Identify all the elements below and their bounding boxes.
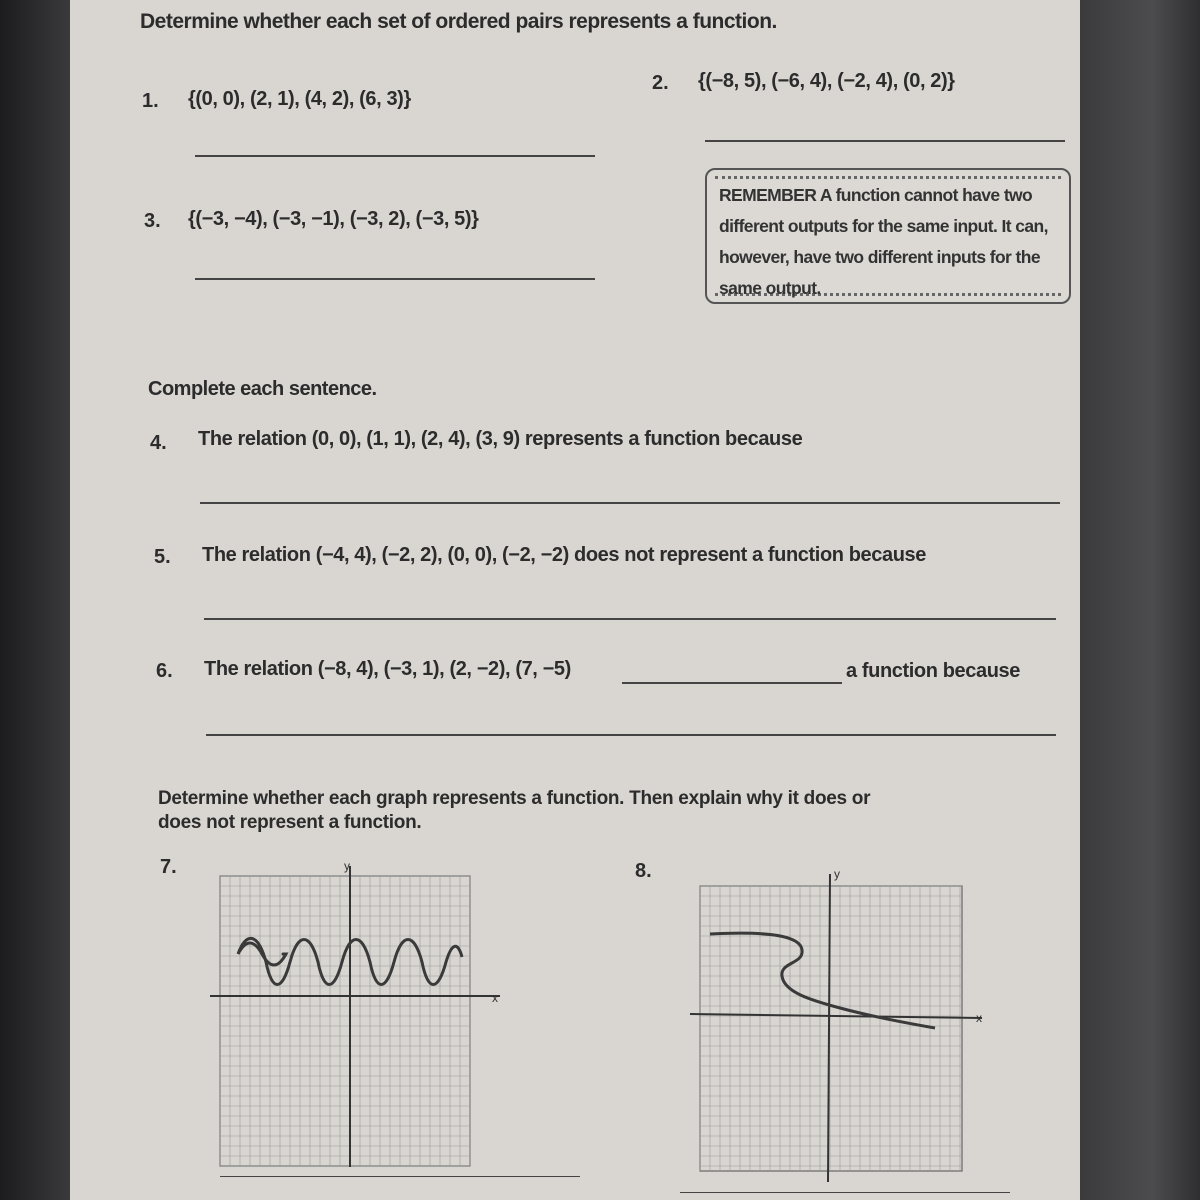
- screen-bezel-left: [0, 0, 70, 1200]
- graph8-answer-line[interactable]: [680, 1192, 1010, 1193]
- item2-text: {(−8, 5), (−6, 4), (−2, 4), (0, 2)}: [698, 70, 955, 92]
- graph7-y-label: y: [344, 862, 350, 873]
- item6-text: The relation (−8, 4), (−3, 1), (2, −2), (7, −5): [204, 658, 571, 680]
- remember-body: A function cannot have two different outputs for the same input. It can, however, have two different inputs for the same output.: [719, 185, 1048, 298]
- item4-answer-line[interactable]: [200, 502, 1060, 504]
- graph7-answer-line[interactable]: [220, 1176, 580, 1177]
- graph8-number: 8.: [635, 860, 652, 882]
- item3-answer-line[interactable]: [195, 278, 595, 280]
- item1-number: 1.: [142, 90, 159, 112]
- item3-text: {(−3, −4), (−3, −1), (−3, 2), (−3, 5)}: [188, 208, 479, 230]
- remember-text-block: [719, 180, 1064, 304]
- item6-number: 6.: [156, 660, 173, 682]
- item5-answer-line[interactable]: [204, 618, 1056, 620]
- item3-number: 3.: [144, 210, 161, 232]
- item6-blank-line[interactable]: [622, 682, 842, 684]
- item6-answer-line[interactable]: [206, 734, 1056, 736]
- item5-number: 5.: [154, 546, 171, 568]
- item2-number: 2.: [652, 72, 669, 94]
- graph8-x-label: x: [976, 1011, 982, 1025]
- section3-heading-line1: Determine whether each graph represents a function. Then explain why it does or: [158, 788, 871, 809]
- remember-box: [705, 168, 1071, 304]
- item5-text: The relation (−4, 4), (−2, 2), (0, 0), (−2, −2) does not represent a function because: [202, 544, 926, 566]
- section1-heading: Determine whether each set of ordered pairs represents a function.: [140, 10, 777, 33]
- section3-heading-line2: does not represent a function.: [158, 812, 422, 833]
- graph7-number: 7.: [160, 856, 177, 878]
- remember-label: REMEMBER: [719, 185, 817, 205]
- graph8: [690, 866, 990, 1186]
- item4-number: 4.: [150, 432, 167, 454]
- item1-answer-line[interactable]: [195, 155, 595, 157]
- graph7: [210, 862, 510, 1172]
- graph8-y-label: y: [834, 867, 840, 881]
- item1-text: {(0, 0), (2, 1), (4, 2), (6, 3)}: [188, 88, 411, 110]
- graph7-x-label: x: [492, 991, 498, 1005]
- item4-text: The relation (0, 0), (1, 1), (2, 4), (3, 9) represents a function because: [198, 428, 803, 450]
- screen-bezel-right: [1080, 0, 1200, 1200]
- section2-heading: Complete each sentence.: [148, 378, 377, 400]
- graph7-grid: [220, 876, 470, 1166]
- item2-answer-line[interactable]: [705, 140, 1065, 142]
- item6-text-after: a function because: [846, 660, 1020, 682]
